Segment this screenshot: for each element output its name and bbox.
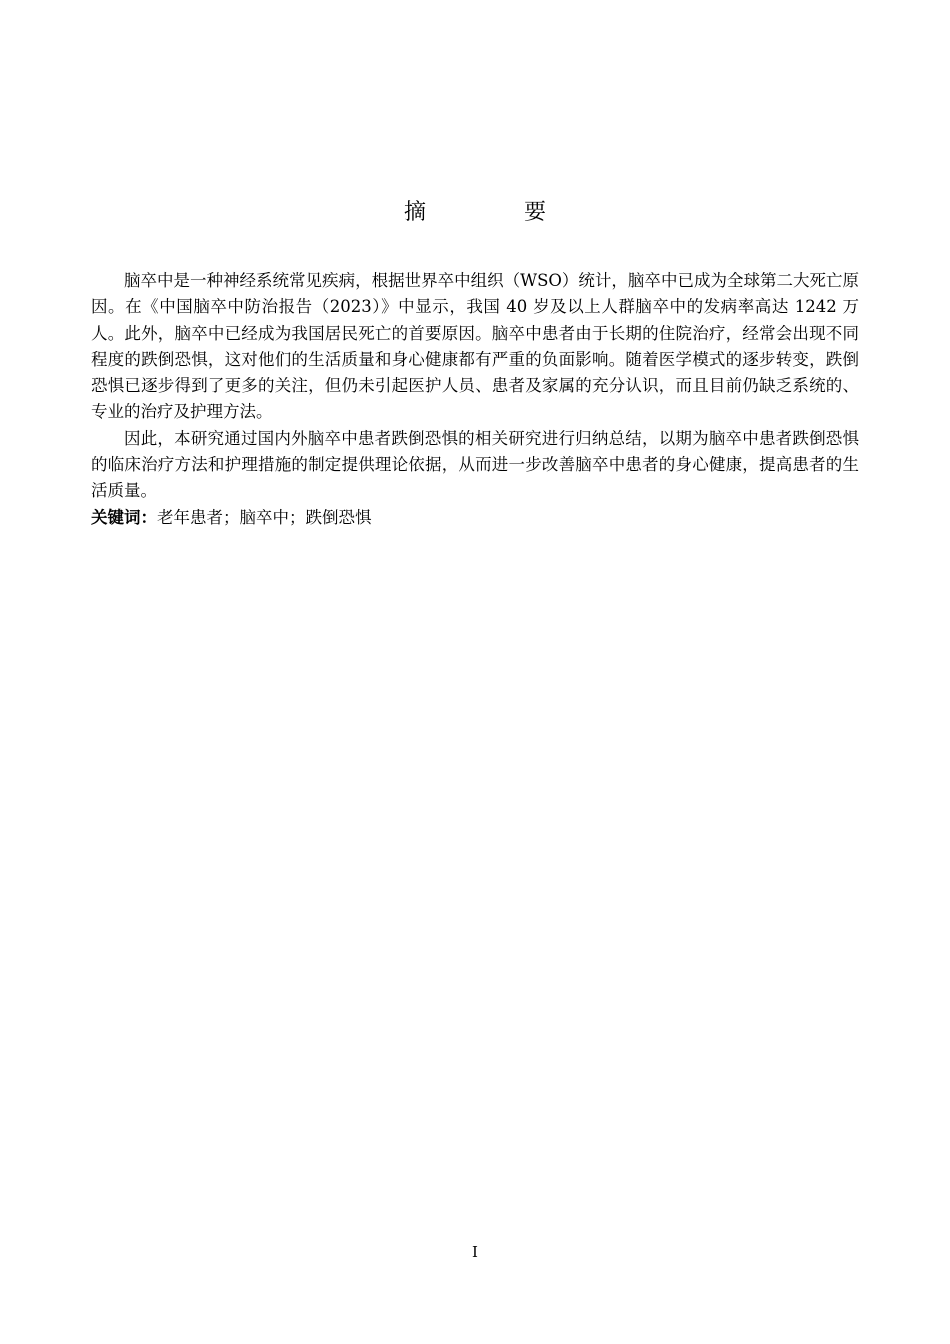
page-number: I (472, 1243, 478, 1261)
keywords-value: 老年患者；脑卒中；跌倒恐惧 (157, 507, 372, 527)
abstract-body (91, 268, 859, 531)
abstract-paragraph-1: 脑卒中是一种神经系统常见疾病，根据世界卒中组织（WSO）统计，脑卒中已成为全球第二大死亡原因。在《中国脑卒中防治报告（2023）》中显示，我国 40 岁及以上人群脑卒中的发病率高达 1242 万人。此外，脑卒中已经成为我国居民死亡的首要原因。脑卒中患者由于长期的住院治疗，经常会出现不同程度的跌倒恐惧，这对他们的生活质量和身心健康都有严重的负面影响。随着医学模式的逐步转变，跌倒恐惧已逐步得到了更多的关注，但仍未引起医护人员、患者及家属的充分认识，而且目前仍缺乏系统的、专业的治疗及护理方法。 (91, 271, 859, 422)
abstract-title: 摘 要 (403, 200, 584, 225)
abstract-paragraph-2: 因此，本研究通过国内外脑卒中患者跌倒恐惧的相关研究进行归纳总结，以期为脑卒中患者跌倒恐惧的临床治疗方法和护理措施的制定提供理论依据，从而进一步改善脑卒中患者的身心健康，提高患者的生活质量。 (91, 428, 859, 501)
keywords-line (91, 505, 859, 531)
keywords-label: 关键词： (91, 507, 157, 527)
